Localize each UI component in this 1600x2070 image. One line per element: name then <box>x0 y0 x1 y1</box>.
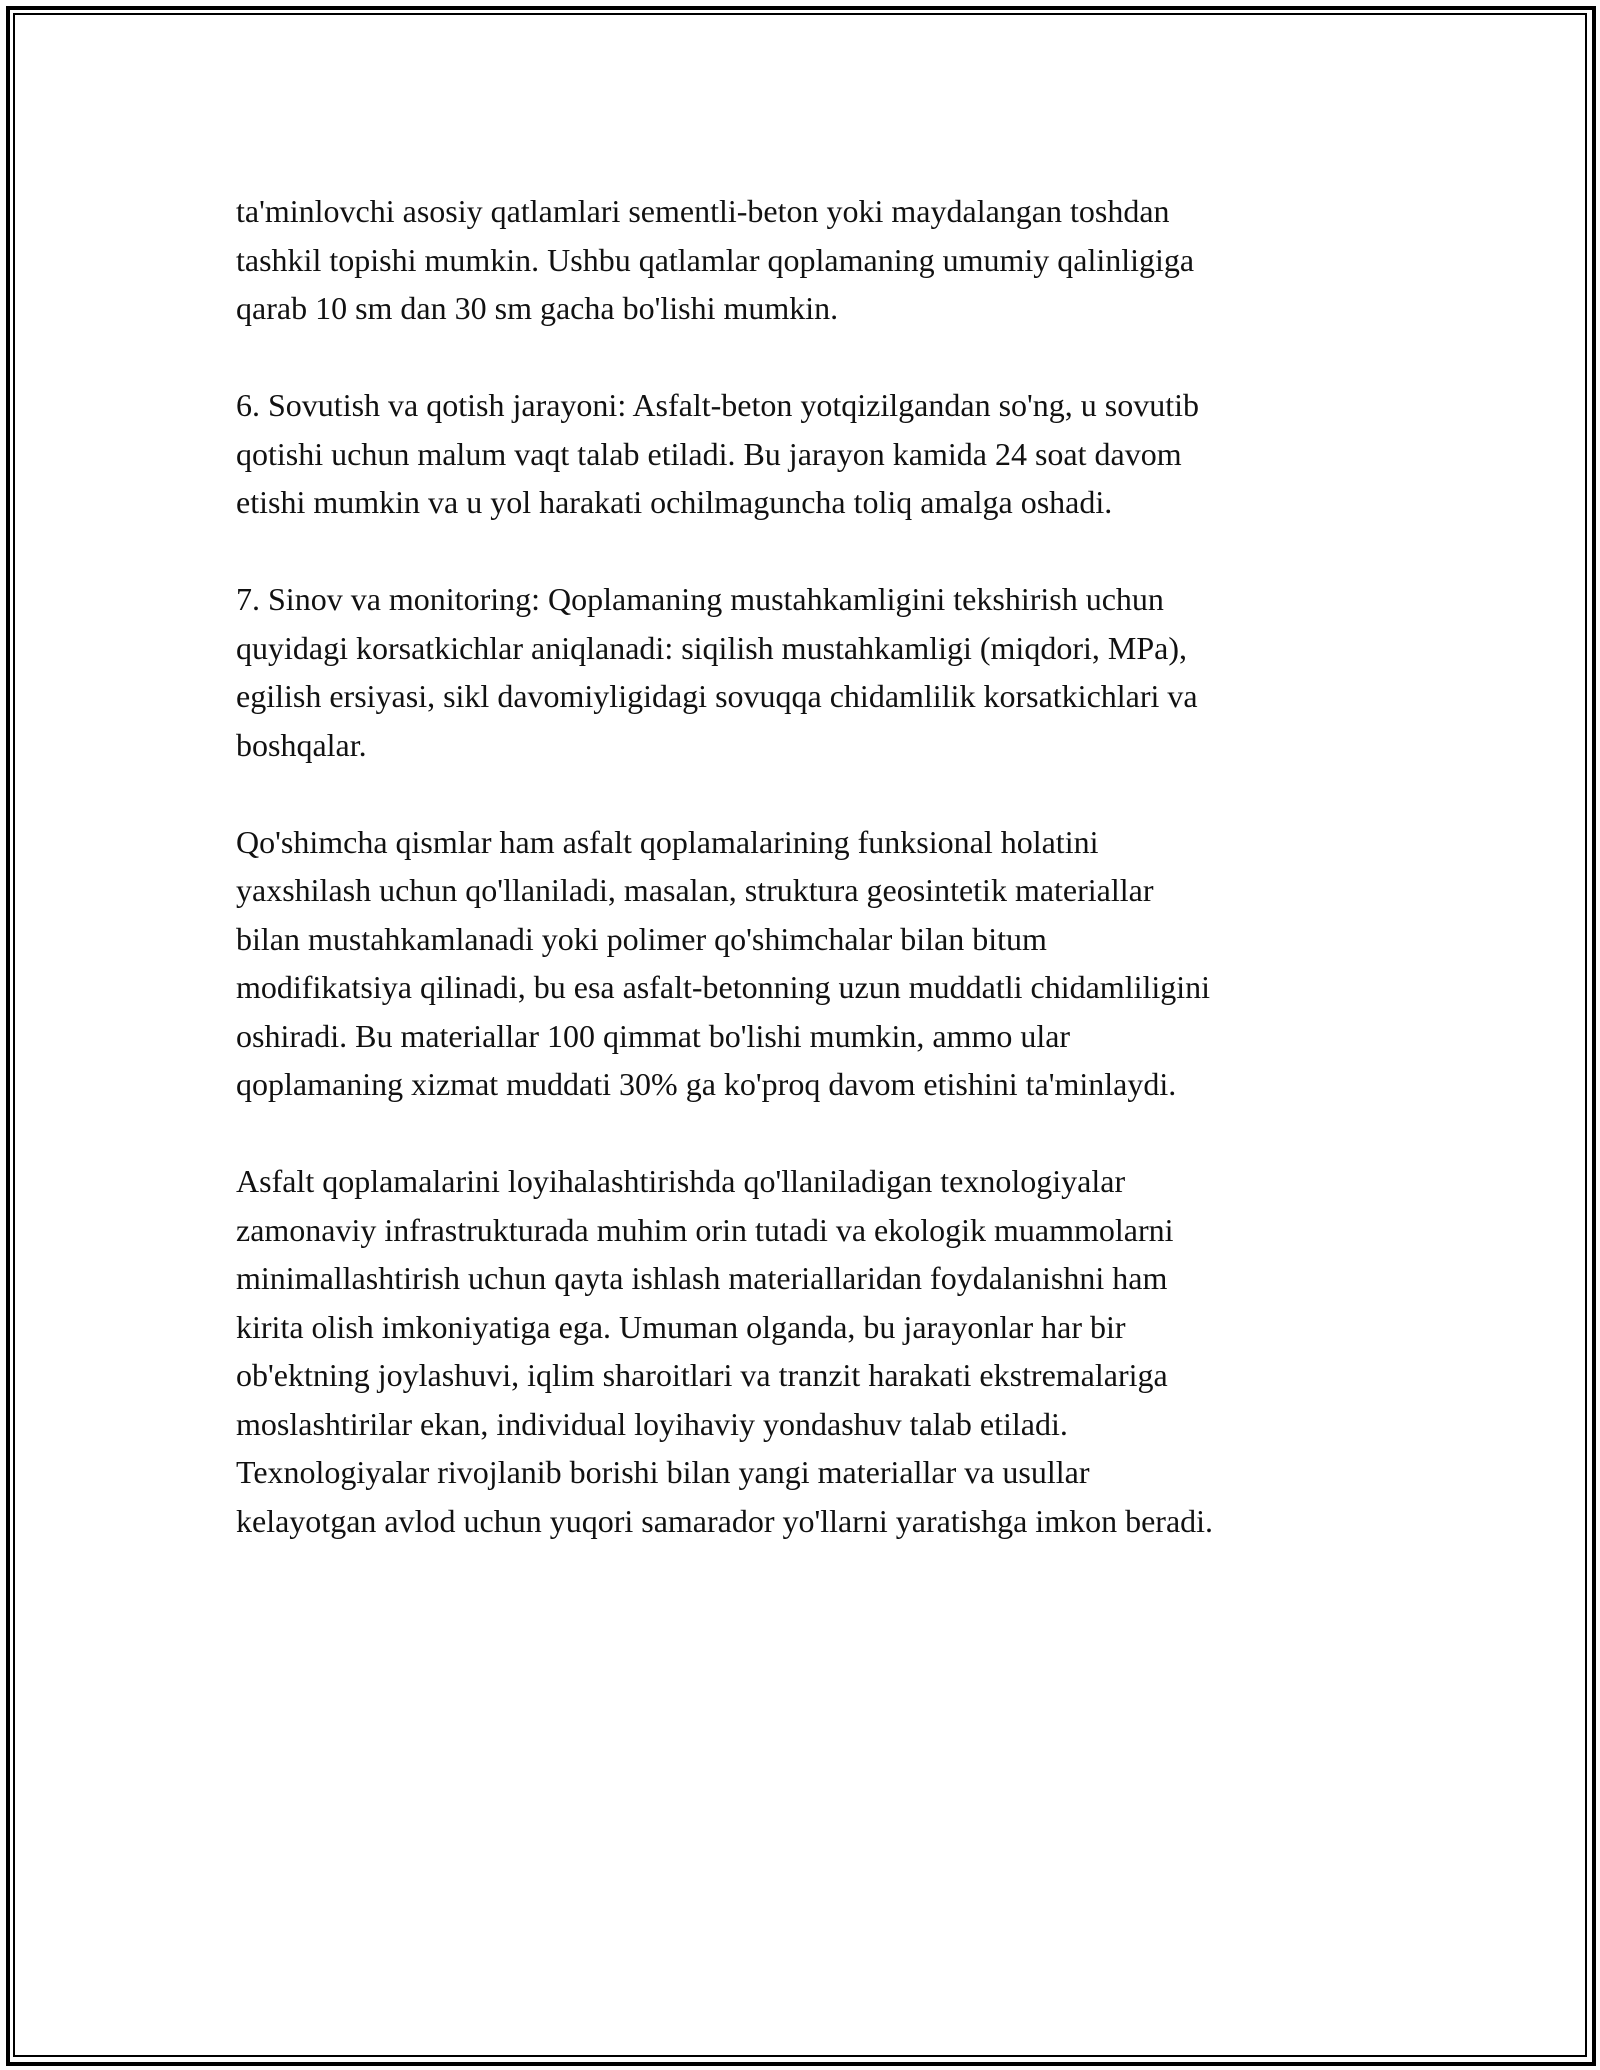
paragraph-testing-monitoring: 7. Sinov va monitoring: Qoplamaning mustahkamligini tekshirish uchun quyidagi korsatkichlar aniqlanadi: siqilish mustahkamligi (miqdori, MPa), egilish ersiyasi, sikl davomiyligidagi sovuqqa chidamlilik korsatkichlari va boshqalar. <box>236 581 1198 763</box>
paragraph-base-layers: ta'minlovchi asosiy qatlamlari sementli-beton yoki maydalangan toshdan tashkil topishi mumkin. Ushbu qatlamlar qoplamaning umumiy qalinligiga qarab 10 sm dan 30 sm gacha bo'lishi mumkin. <box>236 193 1195 326</box>
document-body <box>236 187 1386 1545</box>
paragraph-additional-components: Qo'shimcha qismlar ham asfalt qoplamalarining funksional holatini yaxshilash uchun qo'llaniladi, masalan, struktura geosintetik materiallar bilan mustahkamlanadi yoki polimer qo'shimchalar bilan bitum modifikatsiya qilinadi, bu esa asfalt-betonning uzun muddatli chidamliligini oshiradi. Bu materiallar 100 qimmat bo'lishi mumkin, ammo ular qoplamaning xizmat muddati 30% ga ko'proq davom etishini ta'minlaydi. <box>236 823 1211 1102</box>
paragraph-cooling-hardening: 6. Sovutish va qotish jarayoni: Asfalt-beton yotqizilgandan so'ng, u sovutib qotishi uchun malum vaqt talab etiladi. Bu jarayon kamida 24 soat davom etishi mumkin va u yol harakati ochilmaguncha toliq amalga oshadi. <box>236 387 1200 520</box>
paragraph-conclusion: Asfalt qoplamalarini loyihalashtirishda qo'llaniladigan texnologiyalar zamonaviy infrastrukturada muhim orin tutadi va ekologik muammolarni minimallashtirish uchun qayta ishlash materiallaridan foydalanishni ham kirita olish imkoniyatiga ega. Umuman olganda, bu jarayonlar har bir ob'ektning joylashuvi, iqlim sharoitlari va tranzit harakati ekstremalariga moslashtirilar ekan, individual loyihaviy yondashuv talab etiladi. Texnologiyalar rivojlanib borishi bilan yangi materiallar va usullar kelayotgan avlod uchun yuqori samarador yo'llarni yaratishga imkon beradi. <box>236 1163 1214 1539</box>
